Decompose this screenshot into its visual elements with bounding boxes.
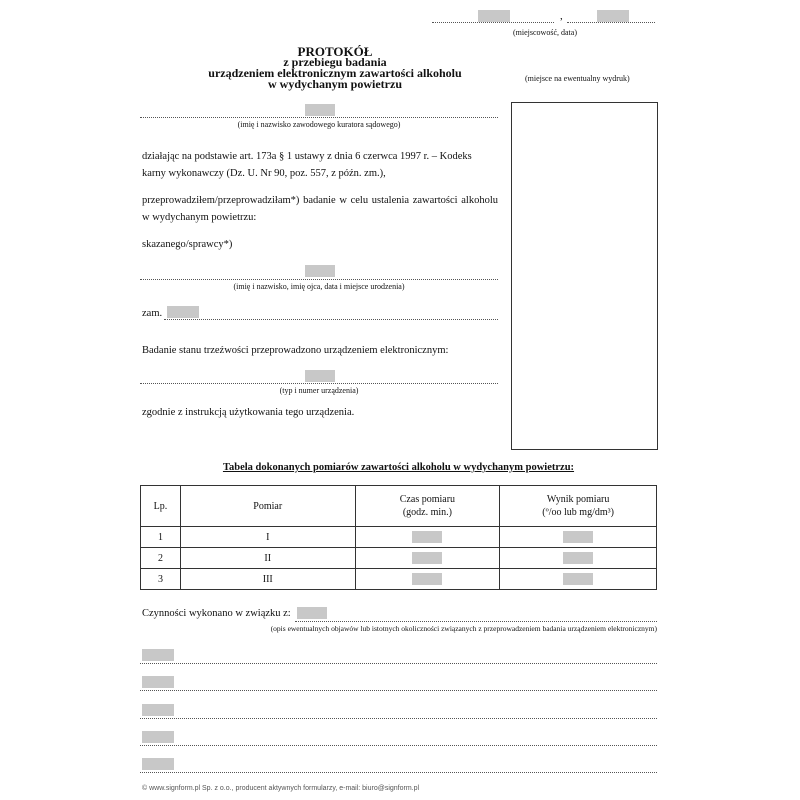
residence-label: zam. (142, 308, 163, 319)
row-measurement: III (180, 569, 355, 590)
row-result-cell (500, 548, 657, 569)
description-line (140, 690, 657, 691)
header-time-line-1: Czas pomiaru (399, 494, 456, 505)
description-input[interactable] (142, 758, 174, 770)
officer-name-input[interactable] (305, 104, 335, 116)
printout-area (511, 102, 658, 450)
subject-label: skazanego/sprawcy*) (142, 239, 233, 250)
time-input[interactable] (412, 531, 442, 543)
subject-input[interactable] (305, 265, 335, 277)
description-input[interactable] (142, 649, 174, 661)
date-field-line (567, 22, 655, 23)
row-time-cell (355, 548, 500, 569)
title-line-1: PROTOKÓŁ (297, 44, 373, 59)
device-caption: (typ i numer urządzenia) (279, 386, 359, 395)
measurements-table (140, 485, 657, 590)
description-line (140, 663, 657, 664)
title-line-4: w wydychanym powietrzu (268, 77, 402, 91)
result-input[interactable] (563, 573, 593, 585)
row-lp: 3 (141, 569, 181, 590)
residence-input[interactable] (167, 306, 199, 318)
title-line-3: urządzeniem elektronicznym zawartości alkoholu (208, 66, 462, 80)
table-row (141, 569, 657, 590)
description-input[interactable] (142, 731, 174, 743)
header-measurement: Pomiar (180, 486, 355, 527)
result-input[interactable] (563, 531, 593, 543)
description-line (140, 772, 657, 773)
activities-line (295, 621, 657, 622)
row-lp: 1 (141, 527, 181, 548)
residence-line (164, 319, 498, 320)
conducted-paragraph: przeprowadziłem/przeprowadziłam*) badanie w celu ustalenia zawartości alkoholu w wydychanym powietrzu: (142, 195, 498, 223)
header-result-line-2: (º/oo lub mg/dm³) (542, 507, 614, 518)
table-row (141, 548, 657, 569)
header-result (500, 486, 657, 527)
device-input[interactable] (305, 370, 335, 382)
officer-name-line (140, 117, 498, 118)
officer-caption: (imię i nazwisko zawodowego kuratora sądowego) (237, 120, 401, 129)
table-row (141, 527, 657, 548)
document-title (190, 46, 480, 90)
header-lp: Lp. (141, 486, 181, 527)
title-line-2: z przebiegu badania (283, 55, 387, 69)
row-measurement: II (180, 548, 355, 569)
date-input[interactable] (597, 10, 629, 22)
description-line (140, 745, 657, 746)
subject-line (140, 279, 498, 280)
row-result-cell (500, 527, 657, 548)
description-line (140, 718, 657, 719)
result-input[interactable] (563, 552, 593, 564)
place-date-caption: (miejscowość, data) (513, 28, 577, 37)
row-measurement: I (180, 527, 355, 548)
description-input[interactable] (142, 676, 174, 688)
device-line (140, 383, 498, 384)
row-time-cell (355, 527, 500, 548)
comma: , (560, 10, 563, 22)
row-time-cell (355, 569, 500, 590)
table-header-row (141, 486, 657, 527)
instruction-text: zgodnie z instrukcją użytkowania tego urządzenia. (142, 407, 355, 418)
device-text: Badanie stanu trzeźwości przeprowadzono urządzeniem elektronicznym: (142, 345, 449, 356)
subject-caption: (imię i nazwisko, imię ojca, data i miejsce urodzenia) (233, 282, 405, 291)
header-time (355, 486, 500, 527)
place-field-line (432, 22, 554, 23)
table-title: Tabela dokonanych pomiarów zawartości alkoholu w wydychanym powietrzu: (222, 462, 575, 473)
header-time-line-2: (godz. min.) (402, 507, 452, 518)
footer-text: © www.signform.pl Sp. z o.o., producent aktywnych formularzy, e-mail: biuro@signform.pl (142, 785, 420, 792)
activities-input[interactable] (297, 607, 327, 619)
description-input[interactable] (142, 704, 174, 716)
activities-caption: (opis ewentualnych objawów lub istotnych okoliczności związanych z przeprowadzeniem badania urządzeniem elektronicznym) (270, 624, 657, 633)
time-input[interactable] (412, 552, 442, 564)
acting-paragraph: działając na podstawie art. 173a § 1 ustawy z dnia 6 czerwca 1997 r. – Kodeks karny wykonawczy (Dz. U. Nr 90, poz. 557, z późn. zm.), (142, 151, 472, 179)
time-input[interactable] (412, 573, 442, 585)
row-lp: 2 (141, 548, 181, 569)
row-result-cell (500, 569, 657, 590)
place-input[interactable] (478, 10, 510, 22)
header-result-line-1: Wynik pomiaru (546, 494, 610, 505)
printout-caption: (miejsce na ewentualny wydruk) (525, 74, 630, 83)
activities-label: Czynności wykonano w związku z: (142, 608, 291, 619)
